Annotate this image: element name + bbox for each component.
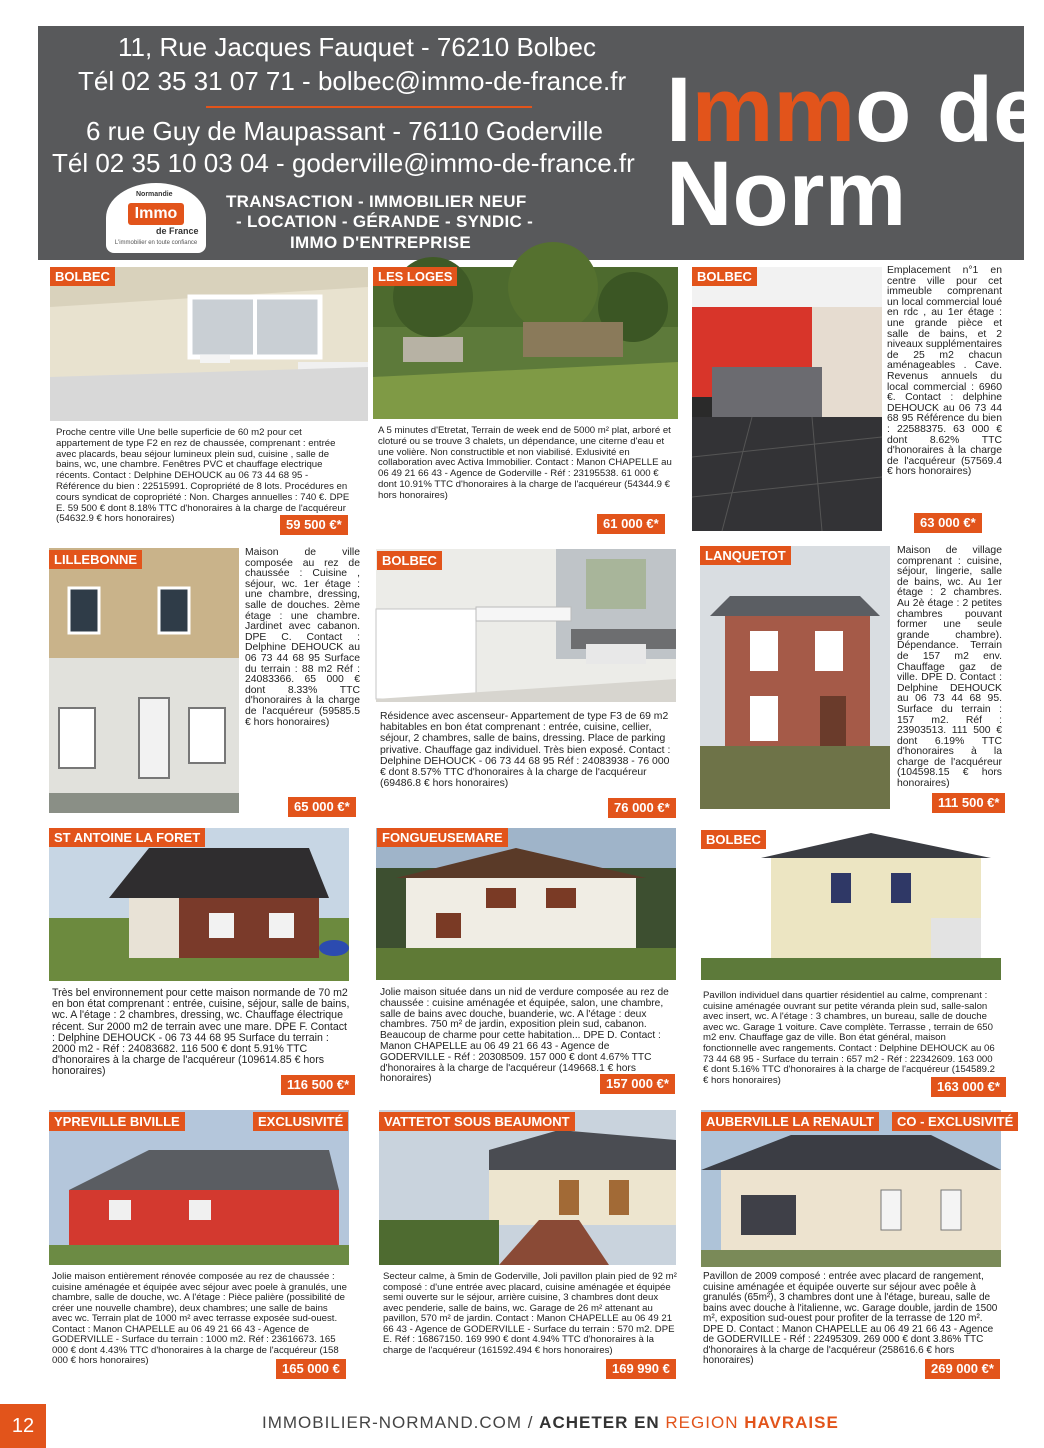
listing-description: A 5 minutes d'Etretat, Terrain de week end de 5000 m² plat, arboré et cloturé ou se trouve 3 chalets, un dépendance, une citerne d'eau et une volière. Non constructible et non viabilisé. Exlusivité en collaboration avec Activa Immobilier. Contact : Manon CHAPELLE au 06 49 21 66 43 - Agence de Goderville - Réf : 23195538. 61 000 € dont 10.91% TTC d'honoraires à la charge de l'acquéreur (54344.9 € hors honoraires) [378,425,672,501]
header-divider [206,106,532,108]
listing-town-tag: BOLBEC [377,551,442,570]
logo-wordmark: Immo [128,203,184,225]
page-number: 12 [0,1404,46,1448]
services-line-2: - LOCATION - GÉRANDE - SYNDIC - [236,212,534,231]
footer-tagline [262,1413,839,1433]
brand-line-2: Norm [666,143,907,245]
listing-photo-commercial-interior[interactable] [692,267,882,531]
listing-photo-country-house[interactable] [376,828,676,980]
listing-description: Maison de village comprenant : cuisine, séjour, lingerie, salle de bains, wc. Au 1er étage : 2 chambres. Au 2è étage : 2 petites chambres pouvant former une seule grande chambre). Dépendance. Terrain de 157 m2 env. Chauffage gaz de ville. DPE D. Contact : Delphine DEHOUCK au 06 73 44 68 95. Surface du terrain : 157 m2. Réf : 23903513. 111 500 € dont 6.19% TTC d'honoraires à la charge de l'acquéreur (104598.15 € hors honoraires) [897,545,1002,790]
listing-description: Pavillon de 2009 composé : entrée avec placard de rangement, cuisine aménagée et équipée ouverte sur séjour avec poêle à granulés (65m²), 3 chambres dont une à l'étage, bureau, salle de bains avec douche à l'italienne, wc. Garage double, jardin de 1500 m², exposition sud-ouest pour profiter de la terrasse de 120 m². DPE D. Contact : Manon CHAPELLE au 06 49 21 66 43 - Agence de GODERVILLE - Réf : 22495309. 269 000 € dont 3.86% TTC d'honoraires à la charge de l'acquéreur (258616.6 € hors honoraires) [703,1271,998,1366]
listing-photo-red-bungalow[interactable] [49,1110,349,1265]
listing-description: Jolie maison située dans un nid de verdure composée au rez de chaussée : cuisine aménagée et équipée, salon, une chambre, salle de bains avec douche, buanderie, wc. A l'étage : deux chambres. 750 m² de jardin, exposition plein sud, cabanon. Beaucoup de charme pour cette habitation... DPE D. Contact : Manon CHAPELLE au 06 49 21 66 43 - Agence de GODERVILLE - Réf : 20308509. 157 000 € dont 4.67% TTC d'honoraires à la charge de l'acquéreur (149668.1 € hors honoraires) [380,987,669,1085]
goderville-address: 6 rue Guy de Maupassant - 76110 Goderville [86,116,603,146]
listing-price: 163 000 €* [931,1077,1006,1097]
brand-rest: o de [855,59,1044,161]
exclusivity-badge: EXCLUSIVITÉ [253,1112,348,1131]
listing-town-tag: ST ANTOINE LA FORET [49,828,205,847]
listing-photo-kitchen[interactable] [376,549,676,702]
listing-photo-single-storey-house[interactable] [379,1110,676,1265]
listing-photo-brick-house[interactable] [700,546,890,809]
listing-description: Résidence avec ascenseur- Appartement de type F3 de 69 m2 habitables en bon état comprenant : entrée, cuisine, cellier, séjour, 2 chambres, salle de bains, dressing. Place de parking privative. Chauffage gaz individuel. Très bien exposé. Contact : Delphine DEHOUCK - 06 73 44 68 95 Réf : 24083938 - 76 000 € dont 8.57% TTC d'honoraires à la charge de l'acquéreur (69486.8 € hors honoraires) [380,711,671,790]
brand-letter: I [666,59,692,161]
listing-description: Secteur calme, à 5min de Goderville, Joli pavillon plain pied de 92 m² composé : d'une entrée avec placard, cuisine aménagée et équipée semi ouverte sur le séjour, arrière cuisine, 3 chambres dont deux avec penderie, salle de bains, wc. Garage de 26 m² attenant au pavillon, 570 m² de jardin. Contact : Manon CHAPELLE au 06 49 21 66 43 - Agence de GODERVILLE - Surface du terrain : 570 m2. DPE E. Réf : 16867150. 169 990 € dont 4.94% TTC d'honoraires à la charge de l'acquéreur (161592.494 € hors honoraires) [383,1271,677,1356]
listing-description: Emplacement n°1 en centre ville pour cet immeuble comprenant un local commercial loué en rdc , au 1er étage : une grande pièce et salle de bains, et 2 niveaux supplémentaires de 25 m2 chacun aménageables . Cave. Revenus annuels du local commercial : 6960 €. Contact : delphine DEHOUCK au 06 73 44 68 95 Référence du bien : 22588375. 63 000 € dont 8.62% TTC d'honoraires à la charge de l'acquéreur (57569.4 € hors honoraires) [887,265,1002,478]
listing-photo-normand-house[interactable] [49,828,349,981]
brand-wordmark [666,59,1044,245]
footer-region: REGION [665,1413,745,1432]
agency-logo [106,183,206,253]
listing-price: 65 000 €* [288,797,356,817]
brand-mm: mm [691,59,856,161]
listing-price: 269 000 €* [925,1359,1000,1379]
listing-description: Maison de ville composée au rez de chaussée : Cuisine , séjour, wc. 1er étage : une chambre, dressing, salle de douches. 2ème étage : une chambre. Jardinet avec cabanon. DPE C. Contact : Delphine DEHOUCK au 06 73 44 68 95 Surface du terrain : 88 m2 Réf : 24083366. 65 000 € dont 8.33% TTC d'honoraires à la charge de l'acquéreur (59585.5 € hors honoraires) [245,547,360,728]
listing-price: 76 000 €* [608,798,676,818]
listing-description: Pavillon individuel dans quartier résidentiel au calme, comprenant : cuisine aménagée ouvrant sur petite véranda plein sud, salle-salon avec insert, wc. A l'étage : 3 chambres, un bureau, salle de douche avec wc. Garage 1 voiture. Cave complète. Terrasse , terrain de 650 m2 env. Chauffage gaz de ville. Bon état général, maison fonctionnelle avec rangements. Contact : Delphine DEHOUCK au 06 73 44 68 95 - Surface du terrain : 657 m2 - Réf : 22342609. 163 000 € dont 5.16% TTC d'honoraires à la charge de l'acquéreur (154589.2 € hors honoraires) [703,990,996,1086]
listing-photo-modern-house[interactable] [701,1110,1001,1267]
listing-town-tag: LILLEBONNE [49,550,142,569]
listing-price: 111 500 €* [932,793,1005,813]
listing-town-tag: LES LOGES [373,267,457,286]
bolbec-address: 11, Rue Jacques Fauquet - 76210 Bolbec [118,32,596,62]
co-exclusivity-badge: CO - EXCLUSIVITÉ [892,1112,1018,1131]
listing-town-tag: LANQUETOT [700,546,791,565]
agency-header [38,26,1044,260]
listing-description: Proche centre ville Une belle superficie de 60 m2 pour cet appartement de type F2 en rez de chaussée, comprenant : entrée avec placards, beau séjour lumineux plein sud, cuisine , salle de bains, wc, une chambre. Fenêtres PVC et chauffage electrique récents. Contact : Delphine DEHOUCK au 06 73 44 68 95 - Référence du bien : 22515991. Copropriété de 8 lots. Procédures en cours syndicat de copropriété : Non. Charges annuelles : 740 €. DPE E. 59 500 € dont 8.18% TTC d'honoraires à la charge de l'acquéreur (54632.9 € hors honoraires) [56,427,350,525]
logo-tagline: L'immobilier en toute confiance [114,240,198,246]
listing-price: 165 000 € [276,1359,346,1379]
listing-price: 63 000 €* [914,513,982,533]
listing-town-tag: YPREVILLE BIVILLE [49,1112,185,1131]
services-line-3: IMMO D'ENTREPRISE [290,233,472,252]
listing-price: 116 500 €* [281,1075,355,1095]
listing-price: 157 000 €* [600,1074,675,1094]
footer-site[interactable]: IMMOBILIER-NORMAND.COM / [262,1413,540,1432]
listing-description: Très bel environnement pour cette maison normande de 70 m2 en bon état comprenant : entrée, cuisine, séjour, salle de bains, wc. A l'étage : 2 chambres, dressing, wc. Chauffage électrique récent. Sur 2000 m2 de terrain avec une mare. DPE F. Contact : Delphine DEHOUCK - 06 73 44 68 95 Surface du terrain : 2000 m2 - Réf : 24083682. 116 500 € dont 5.91% TTC d'honoraires à la charge de l'acquéreur (109614.85 € hors honoraires) [52,987,350,1078]
listing-photo-pavilion[interactable] [701,828,1001,980]
listing-town-tag: BOLBEC [692,267,757,286]
listing-town-tag: BOLBEC [701,830,766,849]
footer-area: HAVRAISE [744,1413,839,1432]
listing-photo-townhouse[interactable] [49,548,239,813]
listing-price: 61 000 €* [597,514,665,534]
listing-town-tag: VATTETOT SOUS BEAUMONT [379,1112,575,1131]
listing-description: Jolie maison entièrement rénovée composée au rez de chaussée : cuisine aménagée et équipée avec séjour avec poele à granulés, une chambre, salle de douche, wc. A l'étage : Pièce palière (possibilité de créer une nouvelle chambre), deux chambres; une salle de bains avec wc. Terrain plat de 1000 m² avec terrasse exposée sud-ouest. Contact : Manon CHAPELLE au 06 49 21 66 43 - Agence de GODERVILLE - Surface du terrain : 1000 m2. Réf : 23616673. 165 000 € dont 4.43% TTC d'honoraires à la charge de l'acquéreur (158 000 € hors honoraires) [52,1271,347,1366]
listing-town-tag: BOLBEC [50,267,115,286]
logo-region: Normandie [136,191,173,198]
bolbec-contact: Tél 02 35 31 07 71 - bolbec@immo-de-france.fr [78,66,627,96]
listing-photo-garden-land[interactable] [373,267,678,419]
goderville-contact: Tél 02 35 10 03 04 - goderville@immo-de-france.fr [52,148,635,178]
listing-town-tag: FONGUEUSEMARE [377,828,508,847]
listing-photo-apartment-interior[interactable] [50,267,368,421]
footer-buy: ACHETER EN [539,1413,666,1432]
listing-town-tag: AUBERVILLE LA RENAULT [701,1112,879,1131]
listing-price: 169 990 € [606,1359,676,1379]
services-line-1: TRANSACTION - IMMOBILIER NEUF [226,192,527,211]
logo-subtitle: de France [156,226,199,236]
listing-price: 59 500 €* [280,515,348,535]
